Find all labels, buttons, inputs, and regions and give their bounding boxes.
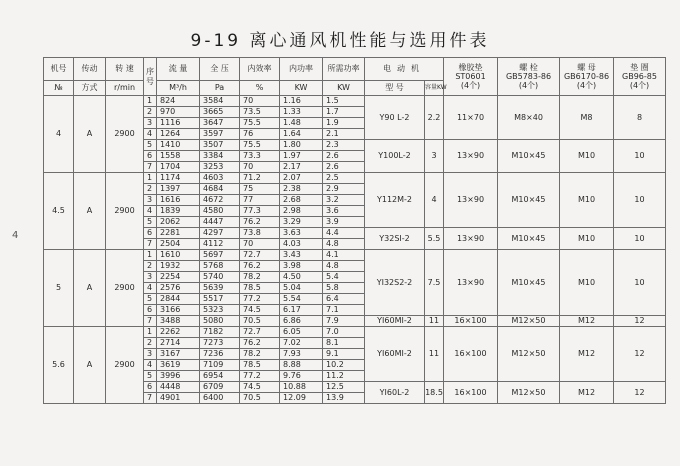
efficiency-cell: 74.5 xyxy=(240,305,280,316)
speed-cell: 2900 xyxy=(106,327,144,404)
speed-cell: 2900 xyxy=(106,250,144,327)
efficiency-cell: 76.2 xyxy=(240,217,280,228)
flow-cell: 2262 xyxy=(157,327,200,338)
required-power-cell: 5.8 xyxy=(323,283,365,294)
nut-cell: M12 xyxy=(560,327,614,382)
nut-cell: M12 xyxy=(560,382,614,404)
bolt-cell: M10×45 xyxy=(498,173,560,228)
motor-model-cell: YI32S2-2 xyxy=(365,250,425,316)
flow-cell: 1616 xyxy=(157,195,200,206)
fan-no-cell: 4.5 xyxy=(44,173,74,250)
rubber-pad-cell: 13×90 xyxy=(444,173,498,228)
required-power-cell: 5.4 xyxy=(323,272,365,283)
flow-cell: 2062 xyxy=(157,217,200,228)
header-motor-model: 型 号 xyxy=(365,81,425,96)
flow-cell: 2576 xyxy=(157,283,200,294)
seq-cell: 6 xyxy=(144,305,157,316)
required-power-cell: 12.5 xyxy=(323,382,365,393)
pressure-cell: 4447 xyxy=(200,217,240,228)
seq-cell: 5 xyxy=(144,294,157,305)
pressure-cell: 3507 xyxy=(200,140,240,151)
seq-cell: 1 xyxy=(144,173,157,184)
fan-no-cell: 4 xyxy=(44,96,74,173)
drive-cell: A xyxy=(74,327,106,404)
header-washer-std: GB96-85 xyxy=(622,71,657,81)
table-row xyxy=(44,250,666,261)
required-power-cell: 4.8 xyxy=(323,239,365,250)
required-power-cell: 2.6 xyxy=(323,151,365,162)
motor-model-cell: YI60MI-2 xyxy=(365,316,425,327)
internal-power-cell: 1.80 xyxy=(280,140,323,151)
table-body xyxy=(44,96,666,404)
efficiency-cell: 77.2 xyxy=(240,294,280,305)
pressure-cell: 7236 xyxy=(200,349,240,360)
required-power-cell: 4.4 xyxy=(323,228,365,239)
flow-cell: 2504 xyxy=(157,239,200,250)
efficiency-cell: 74.5 xyxy=(240,382,280,393)
efficiency-cell: 76 xyxy=(240,129,280,140)
header-flow-unit: M³/h xyxy=(157,81,200,96)
washer-cell: 10 xyxy=(614,250,666,316)
pressure-cell: 6954 xyxy=(200,371,240,382)
motor-kw-cell: 11 xyxy=(425,316,444,327)
seq-cell: 6 xyxy=(144,382,157,393)
header-rubber-title: 橡胶垫 xyxy=(458,62,483,72)
page-side-mark: 4 xyxy=(12,230,19,241)
seq-cell: 1 xyxy=(144,96,157,107)
flow-cell: 2254 xyxy=(157,272,200,283)
pressure-cell: 3584 xyxy=(200,96,240,107)
efficiency-cell: 75.5 xyxy=(240,118,280,129)
flow-cell: 2714 xyxy=(157,338,200,349)
internal-power-cell: 10.88 xyxy=(280,382,323,393)
motor-model-cell: Y112M-2 xyxy=(365,173,425,228)
header-nut-qty: (4个) xyxy=(576,81,597,91)
header-seq: 序号 xyxy=(144,58,157,96)
header-nut-std: GB6170-86 xyxy=(563,71,610,81)
pressure-cell: 3384 xyxy=(200,151,240,162)
flow-cell: 3167 xyxy=(157,349,200,360)
seq-cell: 7 xyxy=(144,239,157,250)
required-power-cell: 7.1 xyxy=(323,305,365,316)
pressure-cell: 5768 xyxy=(200,261,240,272)
internal-power-cell: 2.07 xyxy=(280,173,323,184)
internal-power-cell: 1.97 xyxy=(280,151,323,162)
pressure-cell: 3665 xyxy=(200,107,240,118)
rubber-pad-cell: 11×70 xyxy=(444,96,498,140)
internal-power-cell: 1.64 xyxy=(280,129,323,140)
flow-cell: 1932 xyxy=(157,261,200,272)
efficiency-cell: 78.5 xyxy=(240,360,280,371)
bolt-cell: M12×50 xyxy=(498,382,560,404)
seq-cell: 5 xyxy=(144,371,157,382)
pressure-cell: 4297 xyxy=(200,228,240,239)
required-power-cell: 1.5 xyxy=(323,96,365,107)
header-rubber-qty: (4个) xyxy=(460,81,481,91)
nut-cell: M12 xyxy=(560,316,614,327)
required-power-cell: 1.7 xyxy=(323,107,365,118)
internal-power-cell: 2.38 xyxy=(280,184,323,195)
seq-cell: 4 xyxy=(144,129,157,140)
washer-cell: 12 xyxy=(614,327,666,382)
pressure-cell: 6400 xyxy=(200,393,240,404)
pressure-cell: 4672 xyxy=(200,195,240,206)
efficiency-cell: 70 xyxy=(240,239,280,250)
required-power-cell: 6.4 xyxy=(323,294,365,305)
header-pressure: 全 压 xyxy=(200,58,240,81)
internal-power-cell: 12.09 xyxy=(280,393,323,404)
efficiency-cell: 75.5 xyxy=(240,140,280,151)
fan-spec-table xyxy=(43,57,666,404)
motor-model-cell: YI60L-2 xyxy=(365,382,425,404)
seq-cell: 7 xyxy=(144,316,157,327)
pressure-cell: 3647 xyxy=(200,118,240,129)
seq-cell: 3 xyxy=(144,272,157,283)
flow-cell: 1839 xyxy=(157,206,200,217)
seq-cell: 2 xyxy=(144,338,157,349)
bolt-cell: M12×50 xyxy=(498,327,560,382)
header-drive: 传动 xyxy=(74,58,106,81)
rubber-pad-cell: 16×100 xyxy=(444,382,498,404)
efficiency-cell: 71.2 xyxy=(240,173,280,184)
fan-no-cell: 5.6 xyxy=(44,327,74,404)
nut-cell: M10 xyxy=(560,140,614,173)
efficiency-cell: 78.5 xyxy=(240,283,280,294)
efficiency-cell: 75 xyxy=(240,184,280,195)
pressure-cell: 7273 xyxy=(200,338,240,349)
flow-cell: 4448 xyxy=(157,382,200,393)
nut-cell: M10 xyxy=(560,250,614,316)
drive-cell: A xyxy=(74,96,106,173)
table-row xyxy=(44,327,666,338)
motor-kw-cell: 11 xyxy=(425,327,444,382)
washer-cell: 12 xyxy=(614,316,666,327)
flow-cell: 970 xyxy=(157,107,200,118)
rubber-pad-cell: 16×100 xyxy=(444,316,498,327)
required-power-cell: 4.1 xyxy=(323,250,365,261)
required-power-cell: 2.9 xyxy=(323,184,365,195)
motor-kw-cell: 2.2 xyxy=(425,96,444,140)
seq-cell: 5 xyxy=(144,217,157,228)
rubber-pad-cell: 16×100 xyxy=(444,327,498,382)
nut-cell: M10 xyxy=(560,228,614,250)
header-rubber xyxy=(444,58,498,96)
speed-cell: 2900 xyxy=(106,96,144,173)
motor-model-cell: Y100L-2 xyxy=(365,140,425,173)
efficiency-cell: 70.5 xyxy=(240,393,280,404)
efficiency-cell: 73.3 xyxy=(240,151,280,162)
seq-cell: 4 xyxy=(144,206,157,217)
motor-model-cell: Y32SI-2 xyxy=(365,228,425,250)
efficiency-cell: 76.2 xyxy=(240,338,280,349)
pressure-cell: 5517 xyxy=(200,294,240,305)
pressure-cell: 7109 xyxy=(200,360,240,371)
bolt-cell: M10×45 xyxy=(498,250,560,316)
efficiency-cell: 77.3 xyxy=(240,206,280,217)
drive-cell: A xyxy=(74,250,106,327)
fan-no-cell: 5 xyxy=(44,250,74,327)
flow-cell: 1410 xyxy=(157,140,200,151)
seq-cell: 1 xyxy=(144,327,157,338)
internal-power-cell: 4.03 xyxy=(280,239,323,250)
required-power-cell: 3.9 xyxy=(323,217,365,228)
motor-kw-cell: 18.5 xyxy=(425,382,444,404)
header-bolt xyxy=(498,58,560,96)
pressure-cell: 4684 xyxy=(200,184,240,195)
seq-cell: 3 xyxy=(144,349,157,360)
seq-cell: 6 xyxy=(144,151,157,162)
header-washer xyxy=(614,58,666,96)
internal-power-cell: 5.04 xyxy=(280,283,323,294)
internal-power-cell: 1.33 xyxy=(280,107,323,118)
nut-cell: M10 xyxy=(560,173,614,228)
efficiency-cell: 76.2 xyxy=(240,261,280,272)
table-row xyxy=(44,96,666,107)
efficiency-cell: 72.7 xyxy=(240,250,280,261)
flow-cell: 3619 xyxy=(157,360,200,371)
header-fan-no-sub: № xyxy=(44,81,74,96)
motor-kw-cell: 5.5 xyxy=(425,228,444,250)
internal-power-cell: 6.05 xyxy=(280,327,323,338)
internal-power-cell: 9.76 xyxy=(280,371,323,382)
table-row xyxy=(44,173,666,184)
internal-power-cell: 2.68 xyxy=(280,195,323,206)
flow-cell: 3488 xyxy=(157,316,200,327)
flow-cell: 4901 xyxy=(157,393,200,404)
seq-cell: 1 xyxy=(144,250,157,261)
required-power-cell: 7.0 xyxy=(323,327,365,338)
header-efficiency-unit: % xyxy=(240,81,280,96)
bolt-cell: M10×45 xyxy=(498,140,560,173)
header-required-power: 所需功率 xyxy=(323,58,365,81)
pressure-cell: 5740 xyxy=(200,272,240,283)
efficiency-cell: 70.5 xyxy=(240,316,280,327)
efficiency-cell: 73.5 xyxy=(240,107,280,118)
header-drive-sub: 方式 xyxy=(74,81,106,96)
pressure-cell: 5639 xyxy=(200,283,240,294)
header-flow: 流 量 xyxy=(157,58,200,81)
header-row-1 xyxy=(44,58,666,81)
internal-power-cell: 1.16 xyxy=(280,96,323,107)
washer-cell: 8 xyxy=(614,96,666,140)
motor-model-cell: YI60MI-2 xyxy=(365,327,425,382)
flow-cell: 824 xyxy=(157,96,200,107)
rubber-pad-cell: 13×90 xyxy=(444,250,498,316)
internal-power-cell: 5.54 xyxy=(280,294,323,305)
flow-cell: 2844 xyxy=(157,294,200,305)
header-rubber-std: ST0601 xyxy=(455,71,486,81)
header-required-power-unit: KW xyxy=(323,81,365,96)
rubber-pad-cell: 13×90 xyxy=(444,228,498,250)
internal-power-cell: 4.50 xyxy=(280,272,323,283)
pressure-cell: 7182 xyxy=(200,327,240,338)
pressure-cell: 3253 xyxy=(200,162,240,173)
header-speed: 转 速 xyxy=(106,58,144,81)
pressure-cell: 5323 xyxy=(200,305,240,316)
header-speed-sub: r/min xyxy=(106,81,144,96)
flow-cell: 1704 xyxy=(157,162,200,173)
header-washer-qty: (4个) xyxy=(629,81,650,91)
flow-cell: 1264 xyxy=(157,129,200,140)
nut-cell: M8 xyxy=(560,96,614,140)
internal-power-cell: 3.43 xyxy=(280,250,323,261)
internal-power-cell: 8.88 xyxy=(280,360,323,371)
washer-cell: 10 xyxy=(614,173,666,228)
drive-cell: A xyxy=(74,173,106,250)
seq-cell: 3 xyxy=(144,195,157,206)
washer-cell: 10 xyxy=(614,228,666,250)
motor-kw-cell: 4 xyxy=(425,173,444,228)
internal-power-cell: 7.02 xyxy=(280,338,323,349)
seq-cell: 2 xyxy=(144,107,157,118)
flow-cell: 1558 xyxy=(157,151,200,162)
seq-cell: 4 xyxy=(144,283,157,294)
header-bolt-qty: (4个) xyxy=(518,81,539,91)
flow-cell: 1397 xyxy=(157,184,200,195)
motor-model-cell: Y90 L-2 xyxy=(365,96,425,140)
required-power-cell: 7.9 xyxy=(323,316,365,327)
required-power-cell: 10.2 xyxy=(323,360,365,371)
internal-power-cell: 3.29 xyxy=(280,217,323,228)
header-internal-power-unit: KW xyxy=(280,81,323,96)
seq-cell: 7 xyxy=(144,393,157,404)
internal-power-cell: 1.48 xyxy=(280,118,323,129)
efficiency-cell: 78.2 xyxy=(240,272,280,283)
flow-cell: 1116 xyxy=(157,118,200,129)
efficiency-cell: 72.7 xyxy=(240,327,280,338)
required-power-cell: 11.2 xyxy=(323,371,365,382)
required-power-cell: 9.1 xyxy=(323,349,365,360)
internal-power-cell: 3.63 xyxy=(280,228,323,239)
efficiency-cell: 78.2 xyxy=(240,349,280,360)
header-bolt-std: GB5783-86 xyxy=(505,71,552,81)
speed-cell: 2900 xyxy=(106,173,144,250)
flow-cell: 1610 xyxy=(157,250,200,261)
seq-cell: 3 xyxy=(144,118,157,129)
efficiency-cell: 77.2 xyxy=(240,371,280,382)
required-power-cell: 3.2 xyxy=(323,195,365,206)
internal-power-cell: 2.98 xyxy=(280,206,323,217)
seq-cell: 7 xyxy=(144,162,157,173)
flow-cell: 3996 xyxy=(157,371,200,382)
flow-cell: 2281 xyxy=(157,228,200,239)
header-efficiency: 内效率 xyxy=(240,58,280,81)
pressure-cell: 5080 xyxy=(200,316,240,327)
efficiency-cell: 70 xyxy=(240,96,280,107)
header-internal-power: 内功率 xyxy=(280,58,323,81)
header-pressure-unit: Pa xyxy=(200,81,240,96)
pressure-cell: 3597 xyxy=(200,129,240,140)
efficiency-cell: 77 xyxy=(240,195,280,206)
pressure-cell: 4580 xyxy=(200,206,240,217)
header-nut xyxy=(560,58,614,96)
pressure-cell: 5697 xyxy=(200,250,240,261)
motor-kw-cell: 3 xyxy=(425,140,444,173)
required-power-cell: 4.8 xyxy=(323,261,365,272)
motor-kw-cell: 7.5 xyxy=(425,250,444,316)
flow-cell: 1174 xyxy=(157,173,200,184)
required-power-cell: 8.1 xyxy=(323,338,365,349)
internal-power-cell: 2.17 xyxy=(280,162,323,173)
required-power-cell: 13.9 xyxy=(323,393,365,404)
required-power-cell: 2.6 xyxy=(323,162,365,173)
header-bolt-title: 螺 栓 xyxy=(519,62,538,72)
required-power-cell: 2.5 xyxy=(323,173,365,184)
header-washer-title: 垫 圈 xyxy=(630,62,649,72)
header-fan-no: 机号 xyxy=(44,58,74,81)
efficiency-cell: 73.8 xyxy=(240,228,280,239)
header-motor-kw: 容量KW xyxy=(425,81,444,96)
header-motor: 电动机 xyxy=(365,58,444,81)
bolt-cell: M8×40 xyxy=(498,96,560,140)
page-title: 9-19 离心通风机性能与选用件表 xyxy=(190,31,490,51)
required-power-cell: 1.9 xyxy=(323,118,365,129)
header-nut-title: 螺 母 xyxy=(577,62,596,72)
seq-cell: 2 xyxy=(144,184,157,195)
efficiency-cell: 70 xyxy=(240,162,280,173)
internal-power-cell: 3.98 xyxy=(280,261,323,272)
required-power-cell: 2.1 xyxy=(323,129,365,140)
internal-power-cell: 6.86 xyxy=(280,316,323,327)
seq-cell: 6 xyxy=(144,228,157,239)
required-power-cell: 2.3 xyxy=(323,140,365,151)
required-power-cell: 3.6 xyxy=(323,206,365,217)
internal-power-cell: 6.17 xyxy=(280,305,323,316)
flow-cell: 3166 xyxy=(157,305,200,316)
rubber-pad-cell: 13×90 xyxy=(444,140,498,173)
pressure-cell: 6709 xyxy=(200,382,240,393)
seq-cell: 2 xyxy=(144,261,157,272)
internal-power-cell: 7.93 xyxy=(280,349,323,360)
seq-cell: 5 xyxy=(144,140,157,151)
seq-cell: 4 xyxy=(144,360,157,371)
bolt-cell: M12×50 xyxy=(498,316,560,327)
pressure-cell: 4112 xyxy=(200,239,240,250)
washer-cell: 10 xyxy=(614,140,666,173)
pressure-cell: 4603 xyxy=(200,173,240,184)
bolt-cell: M10×45 xyxy=(498,228,560,250)
washer-cell: 12 xyxy=(614,382,666,404)
